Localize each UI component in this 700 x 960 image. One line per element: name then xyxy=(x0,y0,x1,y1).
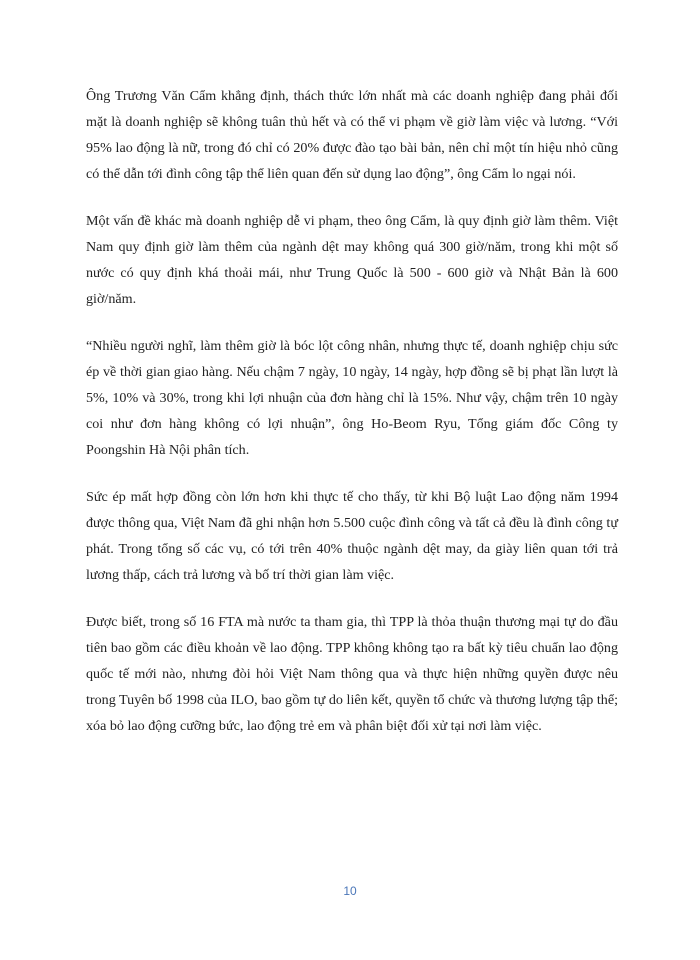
document-body xyxy=(86,83,618,760)
paragraph-2: Một vấn đề khác mà doanh nghiệp dễ vi phạm, theo ông Cẩm, là quy định giờ làm thêm. Việt Nam quy định giờ làm thêm của ngành dệt may không quá 300 giờ/năm, trong khi một số nước có quy định khá thoải mái, như Trung Quốc là 500 - 600 giờ và Nhật Bản là 600 giờ/năm. xyxy=(86,213,618,307)
paragraph-4: Sức ép mất hợp đồng còn lớn hơn khi thực tế cho thấy, từ khi Bộ luật Lao động năm 1994 được thông qua, Việt Nam đã ghi nhận hơn 5.500 cuộc đình công và tất cả đều là đình công tự phát. Trong tổng số các vụ, có tới trên 40% thuộc ngành dệt may, da giày liên quan tới trả lương thấp, cách trả lương và bố trí thời gian làm việc. xyxy=(86,489,618,583)
paragraph-5: Được biết, trong số 16 FTA mà nước ta tham gia, thì TPP là thỏa thuận thương mại tự do đầu tiên bao gồm các điều khoản về lao động. TPP không không tạo ra bất kỳ tiêu chuẩn lao động quốc tế mới nào, nhưng đòi hỏi Việt Nam thông qua và thực hiện những quyền được nêu trong Tuyên bố 1998 của ILO, bao gồm tự do liên kết, quyền tổ chức và thương lượng tập thể; xóa bỏ lao động cưỡng bức, lao động trẻ em và phân biệt đối xử tại nơi làm việc. xyxy=(86,614,618,734)
paragraph-3: “Nhiều người nghĩ, làm thêm giờ là bóc lột công nhân, nhưng thực tế, doanh nghiệp chịu sức ép về thời gian giao hàng. Nếu chậm 7 ngày, 10 ngày, 14 ngày, hợp đồng sẽ bị phạt lần lượt là 5%, 10% và 30%, trong khi lợi nhuận của đơn hàng chỉ là 15%. Như vậy, chậm trên 10 ngày coi như đơn hàng không có lợi nhuận”, ông Ho-Beom Ryu, Tổng giám đốc Công ty Poongshin Hà Nội phân tích. xyxy=(86,338,618,458)
page-number: 10 xyxy=(343,884,357,898)
paragraph-1: Ông Trương Văn Cẩm khẳng định, thách thức lớn nhất mà các doanh nghiệp đang phải đối mặt là doanh nghiệp sẽ không tuân thủ hết và có thể vi phạm về giờ làm việc và lương. “Với 95% lao động là nữ, trong đó chỉ có 20% được đào tạo bài bản, nên chỉ một tín hiệu nhỏ cũng có thể dẫn tới đình công tập thể liên quan đến sử dụng lao động”, ông Cẩm lo ngại nói. xyxy=(86,88,618,182)
